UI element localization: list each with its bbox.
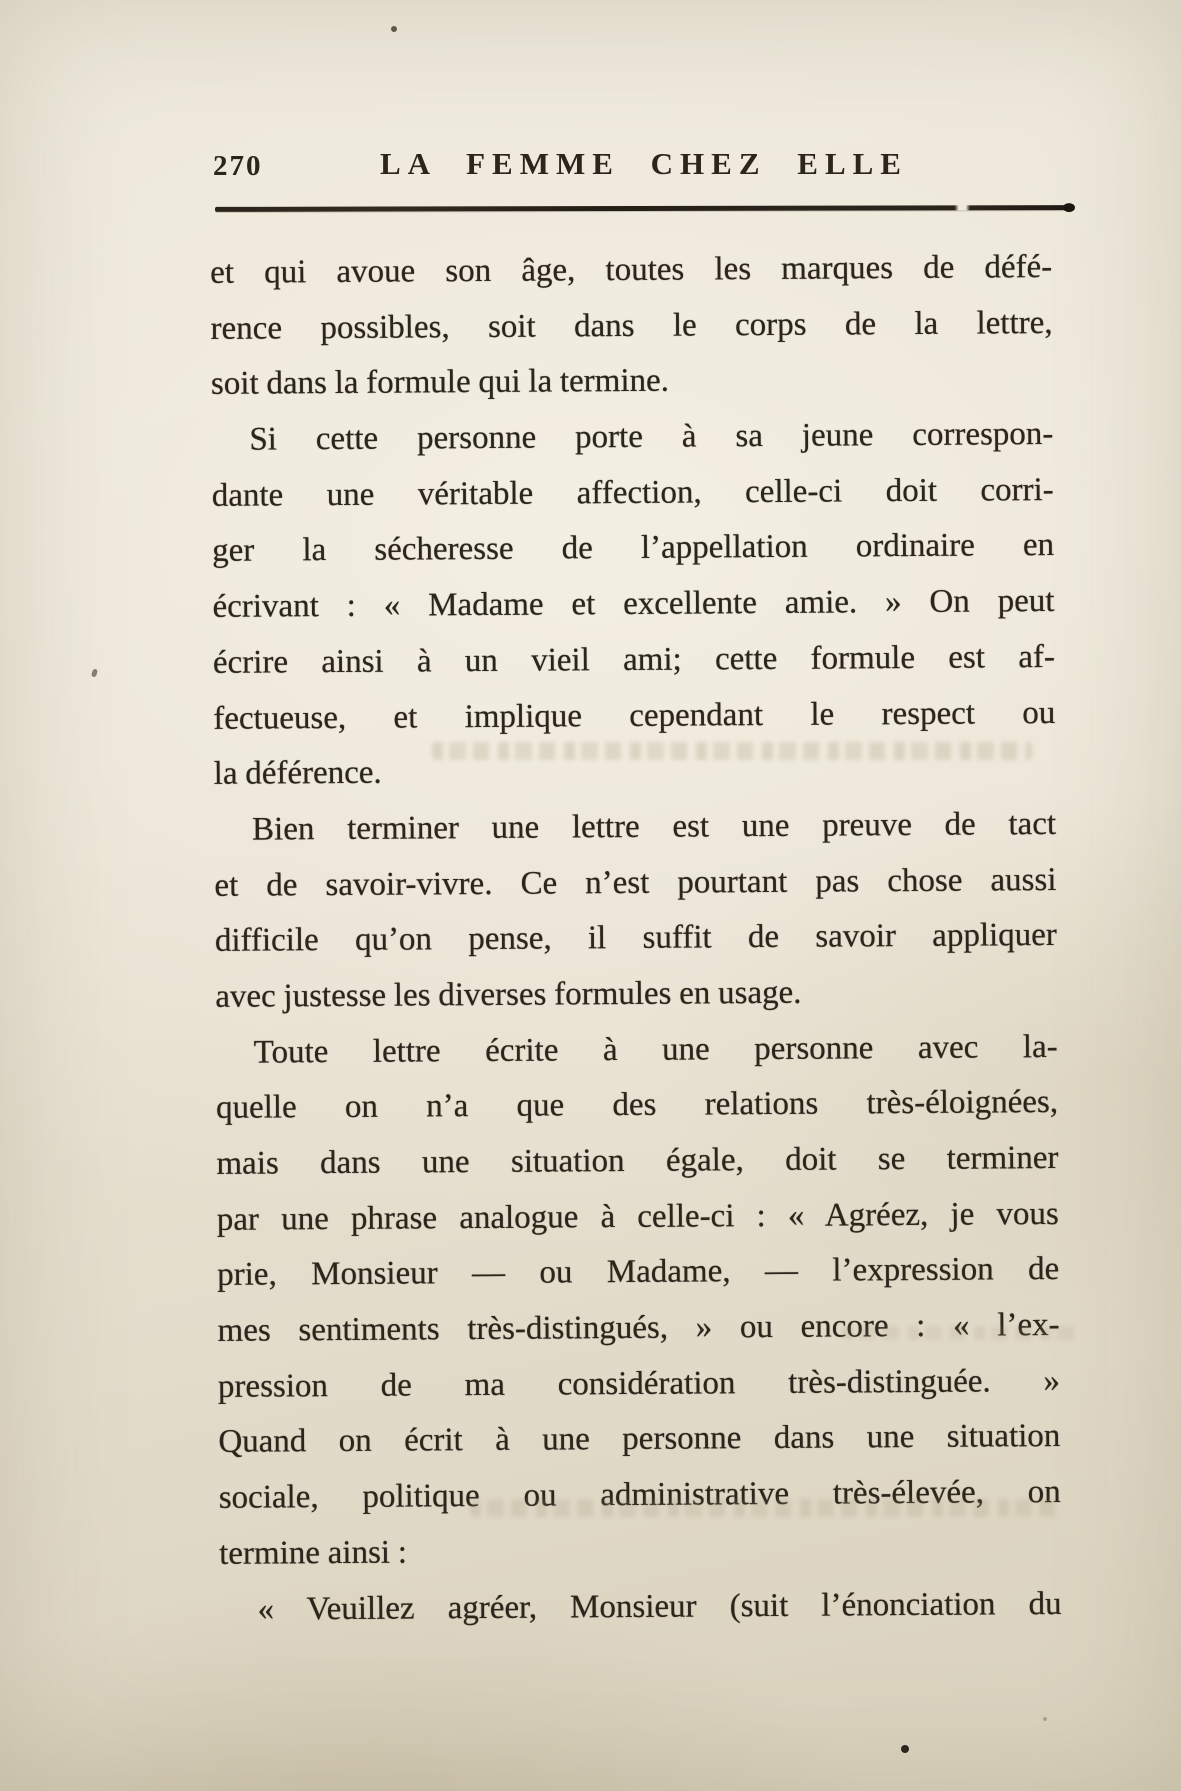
text-line: mais dans une situation égale, doit se terminer bbox=[216, 1139, 1059, 1182]
page-number: 270 bbox=[213, 150, 263, 182]
text-line: par une phrase analogue à celle-ci : « Agréez, je vous bbox=[216, 1195, 1059, 1238]
show-through-ghost bbox=[432, 742, 1032, 760]
text-line: dante une véritable affection, celle-ci doit corri- bbox=[211, 471, 1054, 514]
ink-speck bbox=[391, 26, 397, 32]
text-line: et qui avoue son âge, toutes les marques de défé- bbox=[210, 248, 1053, 291]
text-line: Si cette personne porte à sa jeune correspon- bbox=[249, 416, 1054, 458]
text-line: « Veuillez agréer, Monsieur (suit l’énonciation du bbox=[257, 1585, 1062, 1628]
text-line: quelle on n’a que des relations très-éloignées, bbox=[215, 1084, 1059, 1127]
text-line: écrire ainsi à un vieil ami; cette formule est af- bbox=[212, 638, 1056, 681]
running-title: LA FEMME CHEZ ELLE bbox=[380, 146, 908, 181]
text-line: et de savoir-vivre. Ce n’est pourtant pas chose aussi bbox=[214, 861, 1057, 904]
text-line: Toute lettre écrite à une personne avec la- bbox=[253, 1028, 1058, 1071]
text-line: difficile qu’on pense, il suffit de savoir appliquer bbox=[214, 917, 1057, 960]
text-line: Bien terminer une lettre est une preuve de tact bbox=[251, 805, 1057, 848]
text-line: sociale, politique ou administrative très-élevée, on bbox=[218, 1474, 1061, 1516]
text-line: pression de ma considération très-distinguée. » bbox=[217, 1362, 1061, 1405]
text-line: la déférence. bbox=[213, 754, 382, 793]
ink-speck bbox=[901, 1745, 909, 1753]
ink-speck bbox=[1043, 1717, 1047, 1721]
text-line: Quand on écrit à une personne dans une situation bbox=[218, 1418, 1061, 1461]
text-line: ger la sécheresse de l’appellation ordinaire en bbox=[212, 527, 1055, 570]
ink-speck bbox=[91, 668, 98, 677]
show-through-ghost bbox=[470, 1499, 1062, 1517]
body-text bbox=[210, 240, 1062, 1638]
show-through-ghost bbox=[842, 1326, 1080, 1340]
header-rule bbox=[215, 205, 1072, 212]
text-line: mes sentiments très-distingués, » ou encore : « l’ex- bbox=[217, 1307, 1060, 1349]
text-line: fectueuse, et implique cependant le respect ou bbox=[213, 694, 1056, 737]
text-line: avec justesse les diverses formules en usage. bbox=[215, 974, 802, 1015]
text-line: écrivant : « Madame et excellente amie. » On peut bbox=[212, 583, 1055, 625]
text-line: termine ainsi : bbox=[219, 1534, 408, 1572]
text-line: soit dans la formule qui la termine. bbox=[210, 363, 670, 403]
text-line: prie, Monsieur — ou Madame, — l’expression de bbox=[217, 1251, 1060, 1294]
text-line: rence possibles, soit dans le corps de la lettre, bbox=[210, 304, 1053, 347]
